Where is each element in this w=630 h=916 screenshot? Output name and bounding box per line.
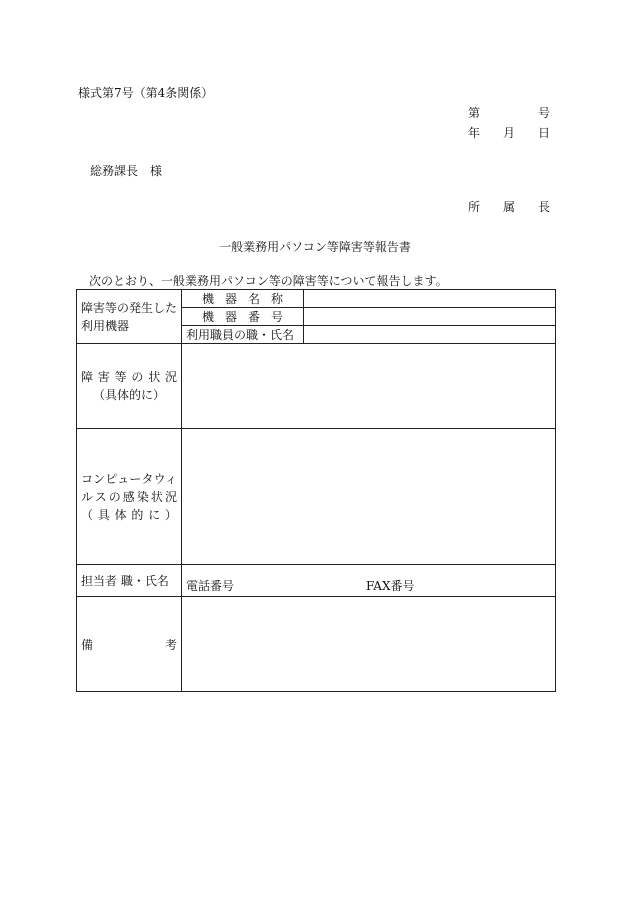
status-sublabel: （具体的に） — [92, 388, 165, 402]
device-name-label-cell — [182, 290, 304, 308]
document-number-label — [468, 104, 550, 121]
dnum-2: 器 — [224, 310, 237, 324]
contact-label: 担当者 職・氏名 — [77, 565, 182, 597]
form-number: 様式第7号（第4条関係） — [78, 86, 214, 100]
intro-text: 次のとおり、一般業務用パソコン等の障害等について報告します。 — [89, 274, 448, 288]
document-title: 一般業務用パソコン等障害等報告書 — [219, 240, 411, 254]
report-table — [76, 289, 556, 692]
status-field[interactable] — [182, 344, 556, 429]
status-label-cell — [77, 344, 182, 429]
dnum-4: 号 — [270, 310, 283, 324]
number-prefix: 第 — [468, 106, 481, 120]
dnum-3: 番 — [247, 310, 260, 324]
affil-char-2: 属 — [502, 200, 515, 214]
year-label: 年 — [468, 126, 481, 140]
month-label: 月 — [502, 126, 515, 140]
dn-2: 器 — [224, 292, 237, 306]
remarks-char-1: 備 — [81, 637, 94, 652]
user-label: 利用職員の職・氏名 — [182, 326, 304, 344]
device-name-field[interactable] — [304, 290, 556, 308]
affiliation-head-label — [468, 198, 550, 215]
dnum-1: 機 — [202, 310, 215, 324]
virus-field[interactable] — [182, 429, 556, 565]
affil-char-1: 所 — [468, 200, 481, 214]
phone-label: 電話番号 — [186, 579, 235, 593]
date-label — [468, 124, 550, 141]
dn-4: 称 — [270, 292, 283, 306]
virus-label: コンピュータウィルスの感染状況（具体的に） — [77, 429, 182, 565]
dn-3: 名 — [247, 292, 260, 306]
affil-char-3: 長 — [537, 200, 550, 214]
contact-field[interactable] — [182, 565, 556, 597]
number-suffix: 号 — [537, 106, 550, 120]
fax-label: FAX番号 — [366, 579, 415, 593]
remarks-field[interactable] — [182, 597, 556, 692]
addressee: 総務課長 様 — [90, 164, 163, 178]
remarks-char-2: 考 — [164, 637, 177, 652]
remarks-label-cell — [77, 597, 182, 692]
status-label: 障害等の状況 — [81, 370, 177, 384]
device-number-label-cell — [182, 308, 304, 326]
day-label: 日 — [537, 126, 550, 140]
device-number-field[interactable] — [304, 308, 556, 326]
user-field[interactable] — [304, 326, 556, 344]
dn-1: 機 — [202, 292, 215, 306]
device-section-label: 障害等の発生した利用機器 — [77, 290, 182, 344]
